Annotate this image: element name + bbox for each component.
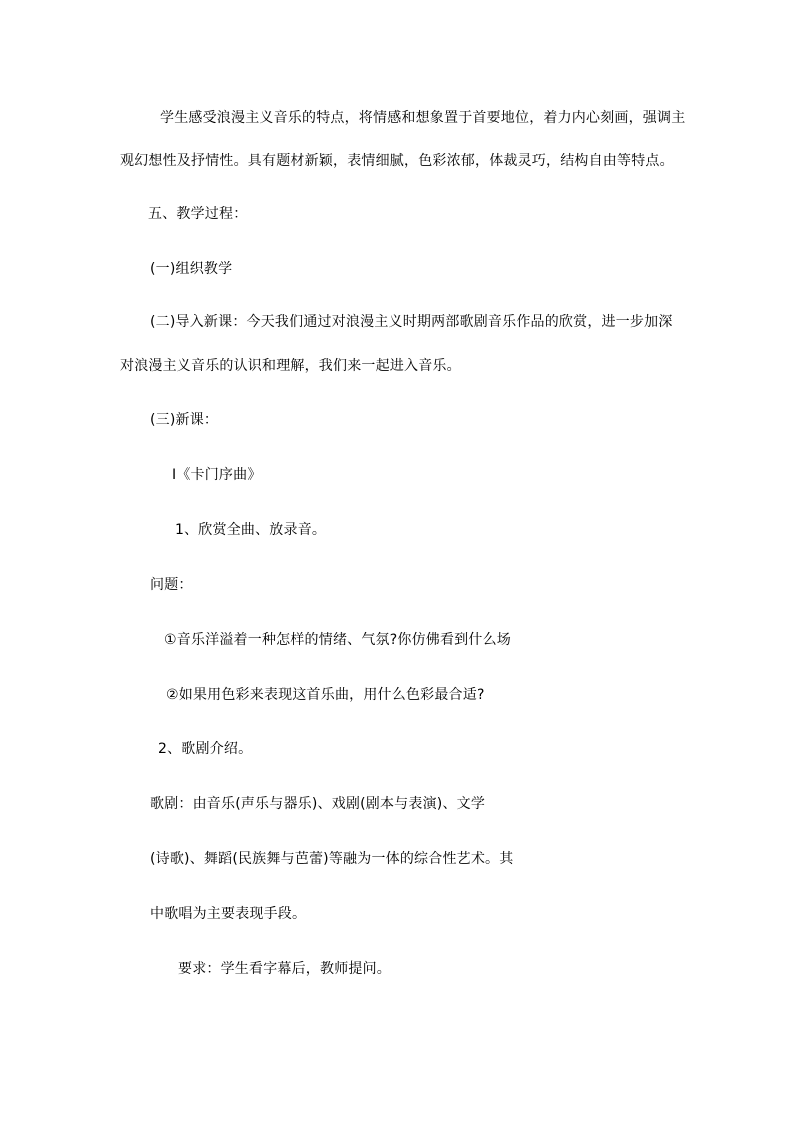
paragraph-line-intro-2: 对浪漫主义音乐的认识和理解，我们来一起进入音乐。: [120, 358, 461, 374]
question-1: ①音乐洋溢着一种怎样的情绪、气氛?你仿佛看到什么场: [164, 632, 511, 648]
step-1-listen: 1、欣赏全曲、放录音。: [175, 522, 327, 538]
subheading-new-lesson: (三)新课：: [150, 412, 219, 428]
piece-title-carmen-overture: I《卡门序曲》: [172, 467, 262, 483]
paragraph-line-2: 观幻想性及抒情性。具有题材新颖，表情细腻，色彩浓郁，体裁灵巧，结构自由等特点。: [120, 153, 674, 169]
question-2: ②如果用色彩来表现这首乐曲，用什么色彩最合适?: [166, 687, 485, 703]
opera-definition-line-1: 歌剧：由音乐(声乐与器乐)、戏剧(剧本与表演)、文学: [150, 796, 486, 812]
opera-definition-line-3: 中歌唱为主要表现手段。: [150, 906, 307, 922]
paragraph-line-1: 学生感受浪漫主义音乐的特点，将情感和想象置于首要地位，着力内心刻画，强调主: [160, 110, 686, 126]
requirement-line: 要求：学生看字幕后，教师提问。: [178, 961, 391, 977]
subheading-organize-teaching: (一)组织教学: [150, 261, 233, 277]
paragraph-line-intro-1: (二)导入新课：今天我们通过对浪漫主义时期两部歌剧音乐作品的欣赏，进一步加深: [150, 314, 673, 330]
section-heading-teaching-process: 五、教学过程：: [148, 206, 248, 222]
step-2-opera-intro: 2、歌剧介绍。: [158, 741, 253, 757]
questions-label: 问题：: [150, 577, 193, 593]
opera-definition-line-2: (诗歌)、舞蹈(民族舞与芭蕾)等融为一体的综合性艺术。其: [150, 851, 514, 867]
